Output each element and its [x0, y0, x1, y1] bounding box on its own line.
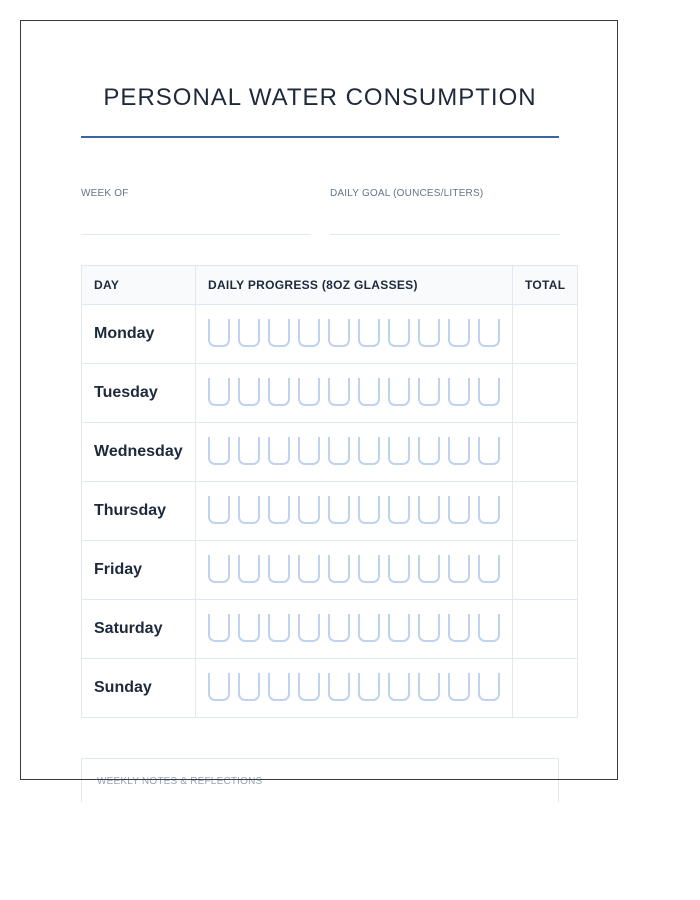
glass-checkbox-icon[interactable] — [448, 498, 470, 524]
glass-checkbox-icon[interactable] — [208, 498, 230, 524]
glass-checkbox-icon[interactable] — [448, 557, 470, 583]
table-header-row — [82, 266, 578, 305]
glass-checkbox-icon[interactable] — [418, 380, 440, 406]
table-row — [82, 659, 578, 718]
glass-checkbox-icon[interactable] — [238, 380, 260, 406]
glass-checkbox-icon[interactable] — [478, 675, 500, 701]
glass-checkbox-icon[interactable] — [238, 439, 260, 465]
glass-checkbox-icon[interactable] — [418, 321, 440, 347]
glass-checkbox-icon[interactable] — [298, 321, 320, 347]
daily-goal-line[interactable] — [330, 234, 560, 235]
glass-checkbox-icon[interactable] — [238, 321, 260, 347]
total-cell[interactable] — [513, 423, 578, 482]
glass-checkbox-icon[interactable] — [448, 675, 470, 701]
glass-checkbox-icon[interactable] — [448, 321, 470, 347]
glass-checkbox-icon[interactable] — [268, 439, 290, 465]
glass-checkbox-icon[interactable] — [208, 675, 230, 701]
glass-checkbox-icon[interactable] — [298, 439, 320, 465]
daily-progress-cell — [196, 423, 513, 482]
total-cell[interactable] — [513, 364, 578, 423]
daily-progress-cell — [196, 364, 513, 423]
glass-checkbox-icon[interactable] — [358, 557, 380, 583]
glass-checkbox-icon[interactable] — [358, 616, 380, 642]
table-row — [82, 423, 578, 482]
glass-checkbox-icon[interactable] — [328, 380, 350, 406]
total-cell[interactable] — [513, 659, 578, 718]
water-tracker-table — [81, 265, 578, 718]
column-header-progress: DAILY PROGRESS (8OZ GLASSES) — [196, 266, 513, 305]
page-title: PERSONAL WATER CONSUMPTION — [103, 84, 537, 111]
glass-checkbox-icon[interactable] — [388, 616, 410, 642]
glass-checkbox-icon[interactable] — [358, 675, 380, 701]
glass-checkbox-icon[interactable] — [268, 557, 290, 583]
glass-row — [208, 616, 512, 642]
glass-checkbox-icon[interactable] — [358, 498, 380, 524]
title-divider — [81, 136, 559, 138]
glass-checkbox-icon[interactable] — [328, 557, 350, 583]
glass-checkbox-icon[interactable] — [448, 380, 470, 406]
daily-progress-cell — [196, 305, 513, 364]
glass-checkbox-icon[interactable] — [298, 498, 320, 524]
weekly-notes-box[interactable] — [81, 758, 559, 802]
glass-checkbox-icon[interactable] — [478, 557, 500, 583]
glass-checkbox-icon[interactable] — [418, 439, 440, 465]
glass-checkbox-icon[interactable] — [208, 557, 230, 583]
glass-checkbox-icon[interactable] — [268, 321, 290, 347]
glass-checkbox-icon[interactable] — [388, 675, 410, 701]
table-row — [82, 482, 578, 541]
glass-checkbox-icon[interactable] — [478, 616, 500, 642]
glass-checkbox-icon[interactable] — [298, 616, 320, 642]
glass-row — [208, 557, 512, 583]
glass-checkbox-icon[interactable] — [478, 321, 500, 347]
glass-row — [208, 675, 512, 701]
day-name: Thursday — [82, 482, 196, 541]
glass-checkbox-icon[interactable] — [418, 675, 440, 701]
daily-progress-cell — [196, 659, 513, 718]
glass-checkbox-icon[interactable] — [358, 439, 380, 465]
daily-progress-cell — [196, 541, 513, 600]
week-of-field[interactable] — [81, 188, 311, 199]
glass-checkbox-icon[interactable] — [418, 616, 440, 642]
glass-checkbox-icon[interactable] — [208, 321, 230, 347]
glass-checkbox-icon[interactable] — [208, 616, 230, 642]
daily-progress-cell — [196, 600, 513, 659]
glass-row — [208, 321, 512, 347]
glass-checkbox-icon[interactable] — [238, 498, 260, 524]
glass-checkbox-icon[interactable] — [208, 439, 230, 465]
glass-checkbox-icon[interactable] — [418, 557, 440, 583]
glass-checkbox-icon[interactable] — [208, 380, 230, 406]
day-name: Saturday — [82, 600, 196, 659]
total-cell[interactable] — [513, 541, 578, 600]
table-row — [82, 600, 578, 659]
table-row — [82, 364, 578, 423]
column-header-day: DAY — [82, 266, 196, 305]
table-row — [82, 541, 578, 600]
glass-checkbox-icon[interactable] — [268, 498, 290, 524]
glass-checkbox-icon[interactable] — [388, 557, 410, 583]
glass-checkbox-icon[interactable] — [328, 439, 350, 465]
glass-checkbox-icon[interactable] — [298, 675, 320, 701]
weekly-notes-label: WEEKLY NOTES & REFLECTIONS — [97, 776, 263, 787]
daily-goal-label: DAILY GOAL (OUNCES/LITERS) — [330, 188, 484, 199]
glass-checkbox-icon[interactable] — [388, 498, 410, 524]
glass-checkbox-icon[interactable] — [478, 380, 500, 406]
glass-checkbox-icon[interactable] — [478, 439, 500, 465]
glass-checkbox-icon[interactable] — [238, 616, 260, 642]
glass-checkbox-icon[interactable] — [358, 321, 380, 347]
glass-checkbox-icon[interactable] — [328, 498, 350, 524]
day-name: Wednesday — [82, 423, 196, 482]
table-row — [82, 305, 578, 364]
glass-checkbox-icon[interactable] — [388, 321, 410, 347]
glass-checkbox-icon[interactable] — [358, 380, 380, 406]
glass-row — [208, 498, 512, 524]
glass-checkbox-icon[interactable] — [388, 439, 410, 465]
glass-checkbox-icon[interactable] — [388, 380, 410, 406]
glass-checkbox-icon[interactable] — [238, 557, 260, 583]
glass-checkbox-icon[interactable] — [298, 557, 320, 583]
daily-goal-field[interactable] — [330, 188, 560, 199]
glass-checkbox-icon[interactable] — [448, 616, 470, 642]
glass-checkbox-icon[interactable] — [298, 380, 320, 406]
daily-progress-cell — [196, 482, 513, 541]
day-name: Friday — [82, 541, 196, 600]
total-cell[interactable] — [513, 482, 578, 541]
week-of-label: WEEK OF — [81, 188, 129, 199]
total-cell[interactable] — [513, 305, 578, 364]
glass-row — [208, 439, 512, 465]
day-name: Sunday — [82, 659, 196, 718]
glass-row — [208, 380, 512, 406]
glass-checkbox-icon[interactable] — [328, 675, 350, 701]
glass-checkbox-icon[interactable] — [448, 439, 470, 465]
glass-checkbox-icon[interactable] — [268, 616, 290, 642]
glass-checkbox-icon[interactable] — [328, 616, 350, 642]
day-name: Monday — [82, 305, 196, 364]
day-name: Tuesday — [82, 364, 196, 423]
column-header-total: TOTAL — [513, 266, 578, 305]
glass-checkbox-icon[interactable] — [328, 321, 350, 347]
week-of-line[interactable] — [81, 234, 311, 235]
glass-checkbox-icon[interactable] — [268, 380, 290, 406]
glass-checkbox-icon[interactable] — [418, 498, 440, 524]
total-cell[interactable] — [513, 600, 578, 659]
glass-checkbox-icon[interactable] — [238, 675, 260, 701]
glass-checkbox-icon[interactable] — [478, 498, 500, 524]
glass-checkbox-icon[interactable] — [268, 675, 290, 701]
